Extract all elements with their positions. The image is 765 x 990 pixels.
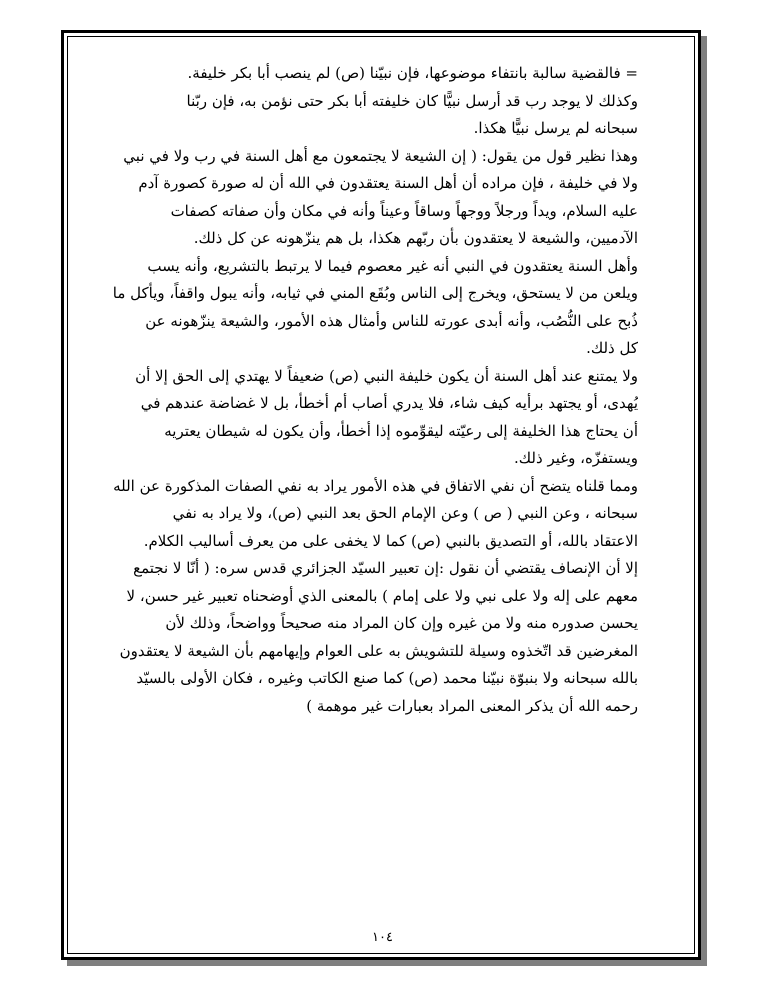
paragraph: [93, 363, 638, 473]
text-line: الآدميين، والشيعة لا يعتقدون بأن ربّهم هكذا، بل هم ينزّهونه عن كل ذلك.: [193, 229, 638, 247]
text-line: يُهدى، أو يجتهد برأيه كيف شاء، فلا يدري أصاب أم أخطأ، بل لا غضاضة عندهم في: [140, 394, 638, 412]
paragraph: [93, 555, 638, 720]
text-line: ولا في خليفة ، فإن مراده أن أهل السنة يعتقدون في الله أن له صورة كصورة آدم: [138, 174, 638, 192]
text-line: ويلعن من لا يستحق، ويخرج إلى الناس وبُقَع المني في ثيابه، وأنه يبول واقفاً، ويأكل ما: [112, 284, 638, 302]
text-line: سبحانه لم يرسل نبيًّا هكذا.: [473, 119, 638, 137]
text-line: يحسن صدوره منه ولا من غيره وإن كان المراد منه صحيحاً وواضحاً، وذلك لأن: [165, 614, 638, 632]
text-line: وكذلك لا يوجد رب قد أرسل نبيًّا كان خليفته أبا بكر حتى نؤمن به، فإن ربّنا: [186, 91, 638, 110]
paragraph: [93, 473, 638, 556]
text-line: سبحانه ، وعن النبي ( ص ) وعن الإمام الحق بعد النبي (ص)، ولا يراد به نفي: [172, 504, 638, 522]
text-line: ويستفزّه، وغير ذلك.: [514, 449, 638, 467]
text-line: أن يحتاج هذا الخليفة إلى رعيّته ليقوِّموه إذا أخطأ، وأن يكون له شيطان يعتريه: [164, 421, 638, 440]
text-line: المغرضين قد اتّخذوه وسيلة للتشويش به على العوام وإيهامهم بأن الشيعة لا يعتقدون: [119, 641, 638, 660]
page-number: ١٠٤: [372, 930, 393, 945]
document-body: [93, 60, 638, 720]
text-line: كل ذلك.: [586, 339, 638, 357]
text-line: وأهل السنة يعتقدون في النبي أنه غير معصوم فيما لا يرتبط بالتشريع، وأنه يسب: [147, 256, 638, 275]
text-line: ذُبح على النُّصُب، وأنه أبدى عورته للناس وأمثال هذه الأمور، والشيعة ينزّهونه عن: [145, 311, 638, 330]
text-line: وهذا نظير قول من يقول: ( إن الشيعة لا يجتمعون مع أهل السنة في رب ولا في نبي: [123, 146, 638, 165]
text-line: إلا أن الإنصاف يقتضي أن نقول :إن تعبير السيّد الجزائري قدس سره: ( أنّا لا نجتمع: [133, 559, 638, 577]
text-line: رحمه الله أن يذكر المعنى المراد بعبارات غير موهمة ): [306, 696, 638, 715]
paragraph: [93, 143, 638, 253]
text-line: الاعتقاد بالله، أو التصديق بالنبي (ص) كما لا يخفى على من يعرف أساليب الكلام.: [143, 531, 638, 550]
text-line: بالله سبحانه ولا بنبوّة نبيّنا محمد (ص) كما صنع الكاتب وغيره ، فكان الأولى بالسيّد: [136, 669, 638, 687]
text-line: معهم على إله ولا على نبي ولا على إمام ) بالمعنى الذي أوضحناه تعبير غير حسن، لا: [126, 586, 638, 605]
text-line: عليه السلام، ويداً ورجلاً ووجهاً وساقاً وعيناً وأنه في مكان وأن صفاته كصفات: [170, 201, 638, 220]
paragraph: [93, 60, 638, 143]
text-line: ولا يمتنع عند أهل السنة أن يكون خليفة النبي (ص) ضعيفاً لا يهتدي إلى الحق إلا أن: [135, 366, 638, 385]
paragraph: [93, 253, 638, 363]
text-line: ومما قلناه يتضح أن نفي الاتفاق في هذه الأمور يراد به نفي الصفات المذكورة عن الله: [113, 476, 638, 495]
text-line: = فالقضية سالبة بانتفاء موضوعها، فإن نبيّنا (ص) لم ينصب أبا بكر خليفة.: [187, 64, 638, 82]
